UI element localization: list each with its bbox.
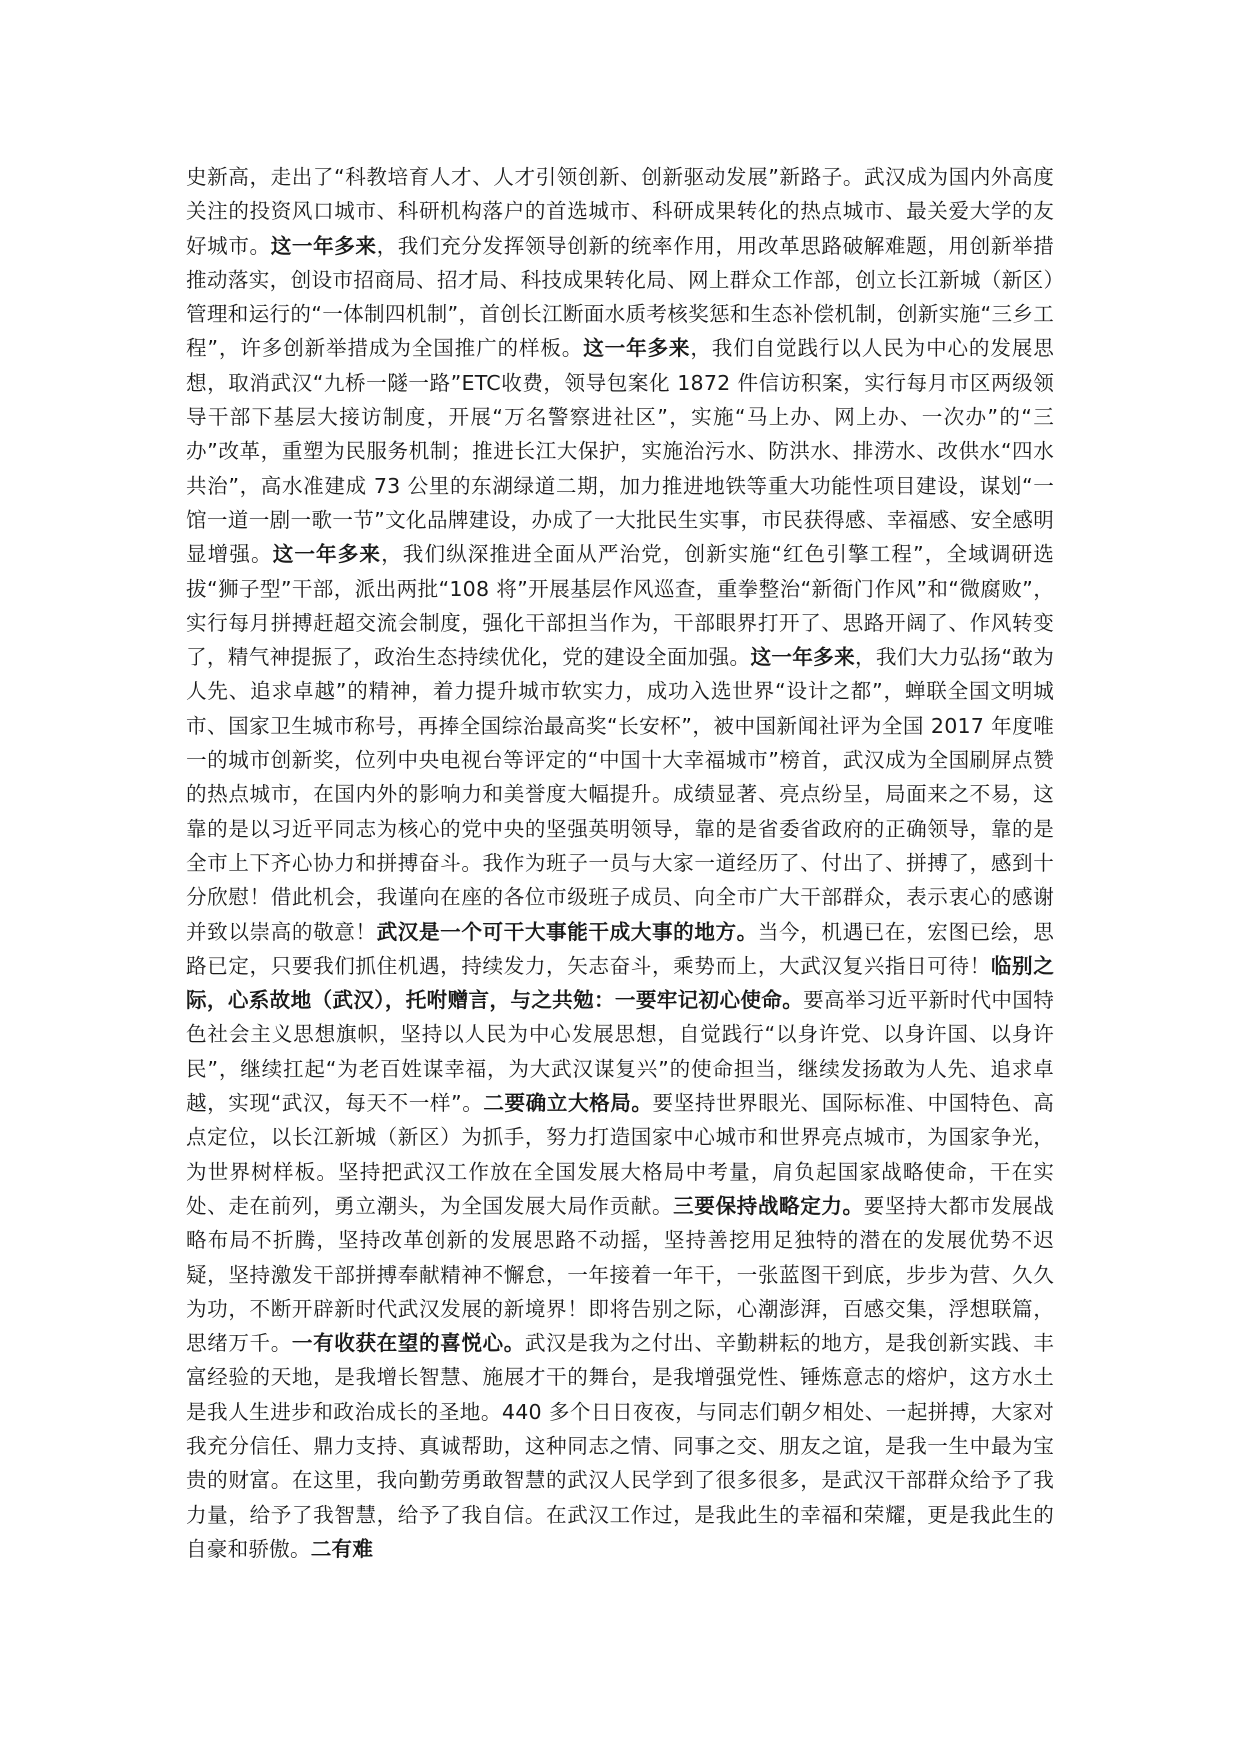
document-page [186,160,1054,1566]
bold-heading-segment: 这一年多来 [272,542,382,567]
bold-heading-segment: 这一年多来 [750,645,855,670]
text-segment: 武汉是我为之付出、辛勤耕耘的地方，是我创新实践、丰富经验的天地，是我增长智慧、施展才干的舞台，是我增强党性、锤炼意志的熔炉，这方水土是我人生进步和政治成长的圣地。440 多个日日夜夜，与同志们朝夕相处、一起拼搏，大家对我充分信任、鼎力支持、真诚帮助，这种同志之情、同事之交、朋友之谊，是我一生中最为宝贵的财富。在这里，我向勤劳勇敢智慧的武汉人民学到了很多很多，是武汉干部群众给予了我力量，给予了我智慧，给予了我自信。在武汉工作过，是我此生的幸福和荣耀，更是我此生的自豪和骄傲。 [186,1331,1055,1561]
text-segment: ，我们充分发挥领导创新的统率作用，用改革思路破解难题，用创新举措推动落实，创设市招商局、招才局、科技成果转化局、网上群众工作部，创立长江新城（新区）管理和运行的“一体制四机制”，首创长江断面水质考核奖惩和生态补偿机制，创新实施“三乡工程”，许多创新举措成为全国推广的样板。 [186,233,1054,361]
text-segment: ，我们纵深推进全面从严治党，创新实施“红色引擎工程”，全域调研选拔“狮子型”干部，派出两批“108 将”开展基层作风巡查，重拳整治“新衙门作风”和“微腐败”，实行每月拼搏赶超交流会制度，强化干部担当作为，干部眼界打开了、思路开阔了、作风转变了，精气神提振了，政治生态持续优化，党的建设全面加强。 [186,542,1054,670]
bold-heading-segment: 一有收获在望的喜悦心。 [291,1331,525,1356]
bold-heading-segment: 这一年多来 [583,336,691,361]
bold-heading-segment: 三要保持战略定力。 [673,1193,864,1218]
bold-heading-segment: 二要确立大格局。 [483,1091,653,1116]
bold-heading-segment: 这一年多来 [270,233,377,258]
text-segment: ，我们自觉践行以人民为中心的发展思想，取消武汉“九桥一隧一路”ETC收费，领导包案化 1872 件信访积案，实行每月市区两级领导干部下基层大接访制度，开展“万名警察进社区”，实施“马上办、网上办、一次办”的“三办”改革，重塑为民服务机制；推进长江大保护，实施治污水、防洪水、排涝水、改供水“四水共治”，高水准建成 73 公里的东湖绿道二期，加力推进地铁等重大功能性项目建设，谋划“一馆一道一剧一歌一节”文化品牌建设，办成了一大批民生实事，市民获得感、幸福感、安全感明显增强。 [186,336,1055,567]
text-segment: 要高举习近平新时代中国特色社会主义思想旗帜，坚持以人民为中心发展思想，自觉践行“以身许党、以身许国、以身许民”，继续扛起“为老百姓谋幸福，为大武汉谋复兴”的使命担当，继续发扬敢为人先、追求卓越，实现“武汉，每天不一样”。 [186,988,1054,1116]
text-segment: 史新高，走出了“科教培育人才、人才引领创新、创新驱动发展”新路子。武汉成为国内外高度关注的投资风口城市、科研机构落户的首选城市、科研成果转化的热点城市、最关爱大学的友好城市。 [186,165,1054,258]
body-paragraph [186,160,1054,1566]
bold-heading-segment: 临别之际，心系故地（武汉），托咐赠言，与之共勉：一要牢记初心使命。 [186,953,1054,1013]
text-segment: 要坚持大都市发展战略布局不折腾，坚持改革创新的发展思路不动摇，坚持善挖用足独特的潜在的发展优势不迟疑，坚持激发干部拼搏奉献精神不懈怠，一年接着一年干，一张蓝图干到底，步步为营、久久为功，不断开辟新时代武汉发展的新境界！即将告别之际，心潮澎湃，百感交集，浮想联篇，思绪万千。 [186,1193,1054,1356]
bold-heading-segment: 二有难 [310,1536,374,1561]
bold-heading-segment: 武汉是一个可干大事能干成大事的地方。 [376,919,758,944]
text-segment: ，我们大力弘扬“敢为人先、追求卓越”的精神，着力提升城市软实力，成功入选世界“设计之都”，蝉联全国文明城市、国家卫生城市称号，再捧全国综治最高奖“长安杯”，被中国新闻社评为全国 2017 年度唯一的城市创新奖，位列中央电视台等评定的“中国十大幸福城市”榜首，武汉成为全国刷屏点赞的热点城市，在国内外的影响力和美誉度大幅提升。成绩显著、亮点纷呈，局面来之不易，这靠的是以习近平同志为核心的党中央的坚强英明领导，靠的是省委省政府的正确领导，靠的是全市上下齐心协力和拼搏奋斗。我作为班子一员与大家一道经历了、付出了、拼搏了，感到十分欣慰！借此机会，我谨向在座的各位市级班子成员、向全市广大干部群众，表示衷心的感谢并致以崇高的敬意！ [186,645,1055,944]
text-segment: 当今，机遇已在，宏图已绘，思路已定，只要我们抓住机遇，持续发力，矢志奋斗，乘势而上，大武汉复兴指日可待！ [186,919,1054,978]
text-segment: 要坚持世界眼光、国际标准、中国特色、高点定位，以长江新城（新区）为抓手，努力打造国家中心城市和世界亮点城市，为国家争光，为世界树样板。坚持把武汉工作放在全国发展大格局中考量，肩负起国家战略使命，干在实处、走在前列，勇立潮头，为全国发展大局作贡献。 [186,1091,1054,1218]
